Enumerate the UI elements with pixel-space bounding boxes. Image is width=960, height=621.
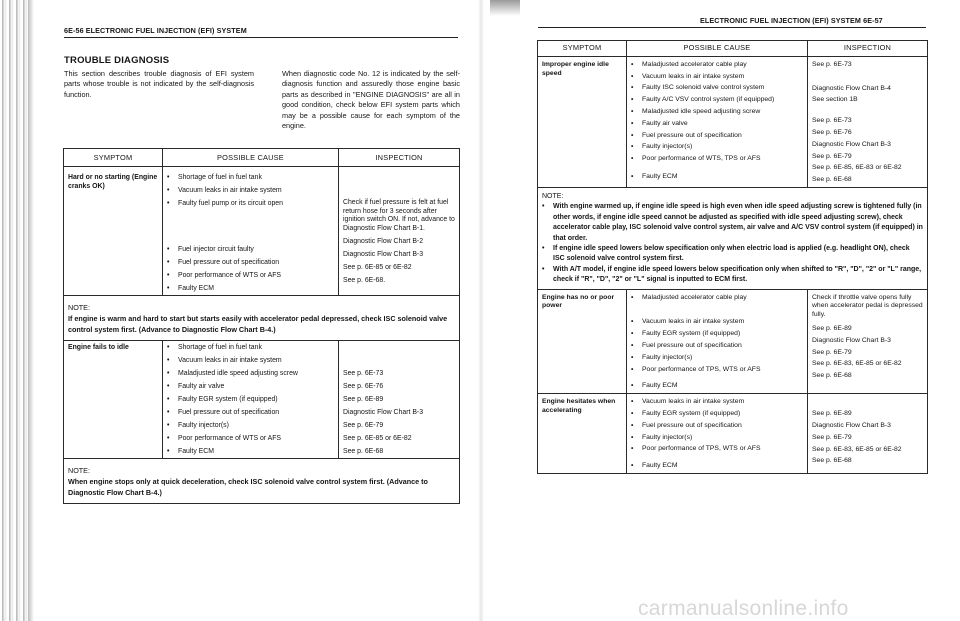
inspection-text: See p. 6E-89 [343,396,384,403]
list-item: • Faulty fuel pump or its circuit open [167,199,334,208]
inspection-text: See p. 6E-68 [343,448,384,455]
inspection-text: See p. 6E-73 [812,60,852,68]
list-item: • Fuel pressure out of specification [167,258,334,267]
list-item: • Fuel pressure out of specification [631,132,803,141]
list-item: • Poor performance of WTS or AFS [167,271,334,280]
inspection-text: Diagnostic Flow Chart B-3 [343,409,424,416]
inspection-text: See p. 6E-79 [812,152,852,160]
inspection-text: See p. 6E-79 [812,348,852,356]
inspection-text: See p. 6E-83, 6E-85 or 6E-82 [812,445,902,453]
symptom-cell: Improper engine idle speed [538,56,627,187]
list-item: • Faulty ISC solenoid valve control system [631,84,803,93]
inspection-text: See p. 6E-89 [812,325,852,333]
right-header-rule [538,27,926,28]
list-item: • Faulty injector(s) [167,421,334,430]
cause-cell [627,394,808,474]
intro-right-paragraph: When diagnostic code No. 12 is indicated by the self-diagnosis function and assuredly those engine basic parts as described in "ENGINE DIAGNOSIS" are all in good condition, check below EFI system parts which may be a possible cause for each symptom of the engine. [282,69,460,131]
inspection-text: See p. 6E-76 [812,128,852,136]
list-item: • Faulty ECM [631,382,803,391]
list-item: • Faulty air valve [631,120,803,129]
note-text: When engine stops only at quick deceleration, check ISC solenoid valve control system first. (Advance to Diagnostic Flow Chart B-4.) [68,477,428,497]
table-row [538,289,928,394]
col-header-inspection: INSPECTION [339,149,460,167]
note-title: NOTE: [68,303,90,312]
list-item: • Faulty injector(s) [631,143,803,152]
inspection-text: Diagnostic Flow Chart B-3 [343,251,424,259]
list-item: • Faulty EGR system (if equipped) [631,330,803,339]
table-row [538,56,928,187]
inspection-text: Check if fuel pressure is felt at fuel return hose for 3 seconds after ignition switch ON. If not, advance to Diagnostic Flow Chart B-1. [343,199,455,232]
list-item: • Vacuum leaks in air intake system [631,318,803,327]
list-item: • Faulty air valve [167,382,334,391]
inspection-text: See p. 6E-79 [812,433,852,441]
list-item: • Faulty injector(s) [631,354,803,363]
list-item: • Faulty injector(s) [631,434,803,443]
table-row [538,394,928,474]
note-block [64,296,460,341]
left-header-rule [64,37,458,38]
note-block [64,459,460,504]
page-binding-shadow [28,0,34,621]
list-item: • Vacuum leaks in air intake system [631,398,803,407]
cause-cell [627,56,808,187]
section-title: TROUBLE DIAGNOSIS [64,55,170,66]
list-item: • Fuel pressure out of specification [631,342,803,351]
col-header-symptom: SYMPTOM [538,41,627,57]
inspection-text: See p. 6E-89 [812,410,852,418]
inspection-text: See p. 6E-79 [343,422,384,429]
list-item: • Faulty ECM [631,173,803,182]
inspection-text: Diagnostic Flow Chart B-3 [812,140,891,148]
inspection-text: See p. 6E-73 [812,117,852,125]
list-item: • Vacuum leaks in air intake system [167,356,334,365]
inspection-text: See p. 6E-73 [343,370,384,377]
right-page-header: ELECTRONIC FUEL INJECTION (EFI) SYSTEM 6E-57 [700,16,883,25]
intro-left-paragraph: This section describes trouble diagnosis of EFI system parts whose trouble is not indicated by the self-diagnosis function. [64,69,254,99]
watermark: carmanualsonline.info [638,597,849,620]
note-title: NOTE: [68,466,90,475]
inspection-cell [339,341,460,459]
list-item: • Faulty ECM [167,284,334,293]
note-title: NOTE: [542,192,564,200]
inspection-text: See p. 6E-83, 6E-85 or 6E-82 [812,360,902,368]
note-item: • If engine idle speed lowers below specification only when electric load is applied (e.g. headlight ON), check ISC solenoid valve control system first. [542,244,923,265]
col-header-inspection: INSPECTION [808,41,928,57]
inspection-text: See p. 6E-68 [812,457,852,465]
list-item: • Poor performance of TPS, WTS or AFS [631,445,803,454]
page-fold [478,0,484,621]
inspection-text: See p. 6E-68 [812,176,852,184]
cause-cell [163,341,339,459]
inspection-cell [339,167,460,296]
page-binding-edge [0,0,28,621]
list-item: • Vacuum leaks in air intake system [167,186,334,195]
list-item: • Faulty EGR system (if equipped) [167,395,334,404]
symptom-cell: Hard or no starting (Engine cranks OK) [64,167,163,296]
left-diagnosis-table [63,148,460,504]
list-item: • Poor performance of WTS or AFS [167,434,334,443]
list-item: • Fuel pressure out of specification [631,422,803,431]
list-item: • Maladjusted accelerator cable play [631,61,803,70]
col-header-symptom: SYMPTOM [64,149,163,167]
inspection-cell [808,289,928,394]
note-item: • With A/T model, if engine idle speed lowers below specification only when shifted to "R", "D", "2" or "L" range, check if "R", "D", "2" or "L" signal is inputted to ECM first. [542,265,923,286]
cause-cell [627,289,808,394]
table-row [64,167,460,296]
note-block [538,187,928,289]
list-item: • Maladjusted idle speed adjusting screw [631,108,803,117]
left-page-header: 6E-56 ELECTRONIC FUEL INJECTION (EFI) SYSTEM [64,26,247,35]
list-item: • Poor performance of WTS, TPS or AFS [631,155,803,164]
list-item: • Maladjusted accelerator cable play [631,294,803,303]
inspection-cell [808,56,928,187]
list-item: • Shortage of fuel in fuel tank [167,343,334,352]
list-item: • Faulty EGR system (if equipped) [631,410,803,419]
symptom-cell: Engine fails to idle [64,341,163,459]
inspection-text: Diagnostic Flow Chart B-2 [343,238,424,246]
inspection-text: Diagnostic Flow Chart B-3 [812,422,891,429]
list-item: • Vacuum leaks in air intake system [631,73,803,82]
inspection-text: See p. 6E-85 or 6E-82 [343,435,412,442]
col-header-cause: POSSIBLE CAUSE [627,41,808,57]
list-item: • Fuel pressure out of specification [167,408,334,417]
inspection-text: See p. 6E-68. [343,277,386,285]
list-item: • Fuel injector circuit faulty [167,245,334,254]
list-item: • Faulty A/C VSV control system (if equipped) [631,96,803,105]
list-item: • Faulty ECM [167,447,334,456]
inspection-text: See section 1B [812,96,858,104]
list-item: • Maladjusted idle speed adjusting screw [167,369,334,378]
inspection-text: Check if throttle valve opens fully when accelerator pedal is depressed fully. [812,293,923,319]
table-row [64,341,460,459]
list-item: • Shortage of fuel in fuel tank [167,173,334,182]
inspection-text: Diagnostic Flow Chart B-4 [812,84,891,92]
list-item: • Faulty ECM [631,462,803,471]
scan-corner-mark [490,0,520,16]
right-diagnosis-table [537,40,928,474]
note-text: If engine is warm and hard to start but starts easily with accelerator pedal depressed, check ISC solenoid valve control system first. (Advance to Diagnostic Flow Chart B-4.) [68,314,448,334]
inspection-text: See p. 6E-85 or 6E-82 [343,264,412,272]
col-header-cause: POSSIBLE CAUSE [163,149,339,167]
inspection-text: See p. 6E-76 [343,383,384,390]
inspection-text: See p. 6E-85, 6E-83 or 6E-82 [812,164,902,172]
inspection-text: See p. 6E-68 [812,372,852,380]
inspection-text: Diagnostic Flow Chart B-3 [812,336,891,344]
symptom-cell: Engine hesitates when accelerating [538,394,627,474]
inspection-cell [808,394,928,474]
cause-cell [163,167,339,296]
symptom-cell: Engine has no or poor power [538,289,627,394]
note-item: • With engine warmed up, if engine idle speed is high even when idle speed adjusting screw is tightened fully (in other words, if engine idle speed cannot be adjusted as specified with idle speed adjusting screw), check accelerator cable play, ISC solenoid valve control system, air valve and A/C VSV control system (if equipped) in that order. [542,202,923,244]
list-item: • Poor performance of TPS, WTS or AFS [631,366,803,375]
